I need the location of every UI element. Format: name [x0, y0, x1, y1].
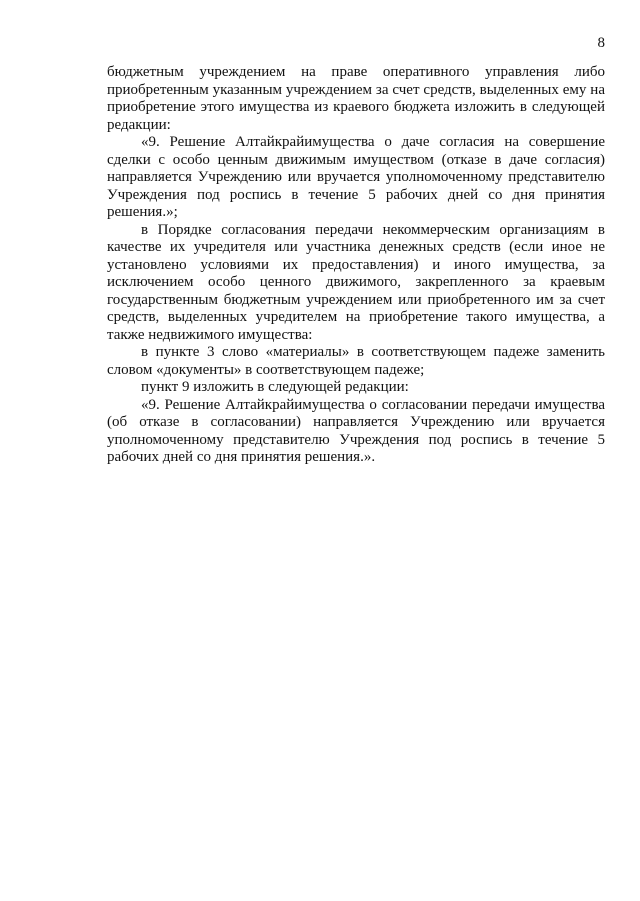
paragraph-quoted-clause-9-consent: «9. Решение Алтайкрайимущества о даче согласия на совершение сделки с особо ценным движимым имуществом (отказе в даче согласия) направляется Учреждению или вручается уполномоченному представителю Учреждения под роспись в течение 5 рабочих дней со дня принятия решения.»; [107, 134, 605, 220]
page-number: 8 [597, 35, 605, 51]
paragraph-quoted-clause-9-transfer: «9. Решение Алтайкрайимущества о согласовании передачи имущества (об отказе в согласовании) направляется Учреждению или вручается уполномоченному представителю Учреждения под роспись в течение 5 рабочих дней со дня принятия решения.». [107, 396, 605, 465]
document-body [107, 64, 605, 467]
paragraph-transfer-procedure: в Порядке согласования передачи некоммерческим организациям в качестве их учредителя или участника денежных средств (если иное не установлено условиями их предоставления) и иного имущества, за исключением особо ценного движимого, закрепленного за краевым государственным бюджетным учреждением или приобретенного им за счет средств, выделенных учредителем на приобретение такого имущества, а также недвижимого имущества: [107, 221, 605, 343]
paragraph-item-9-intro: пункт 9 изложить в следующей редакции: [141, 379, 409, 395]
paragraph-continuation: бюджетным учреждением на праве оперативного управления либо приобретенным указанным учреждением за счет средств, выделенных ему на приобретение этого имущества из краевого бюджета изложить в следующей редакции: [107, 64, 605, 133]
paragraph-item-3-replacement: в пункте 3 слово «материалы» в соответствующем падеже заменить словом «документы» в соответствующем падеже; [107, 344, 605, 378]
